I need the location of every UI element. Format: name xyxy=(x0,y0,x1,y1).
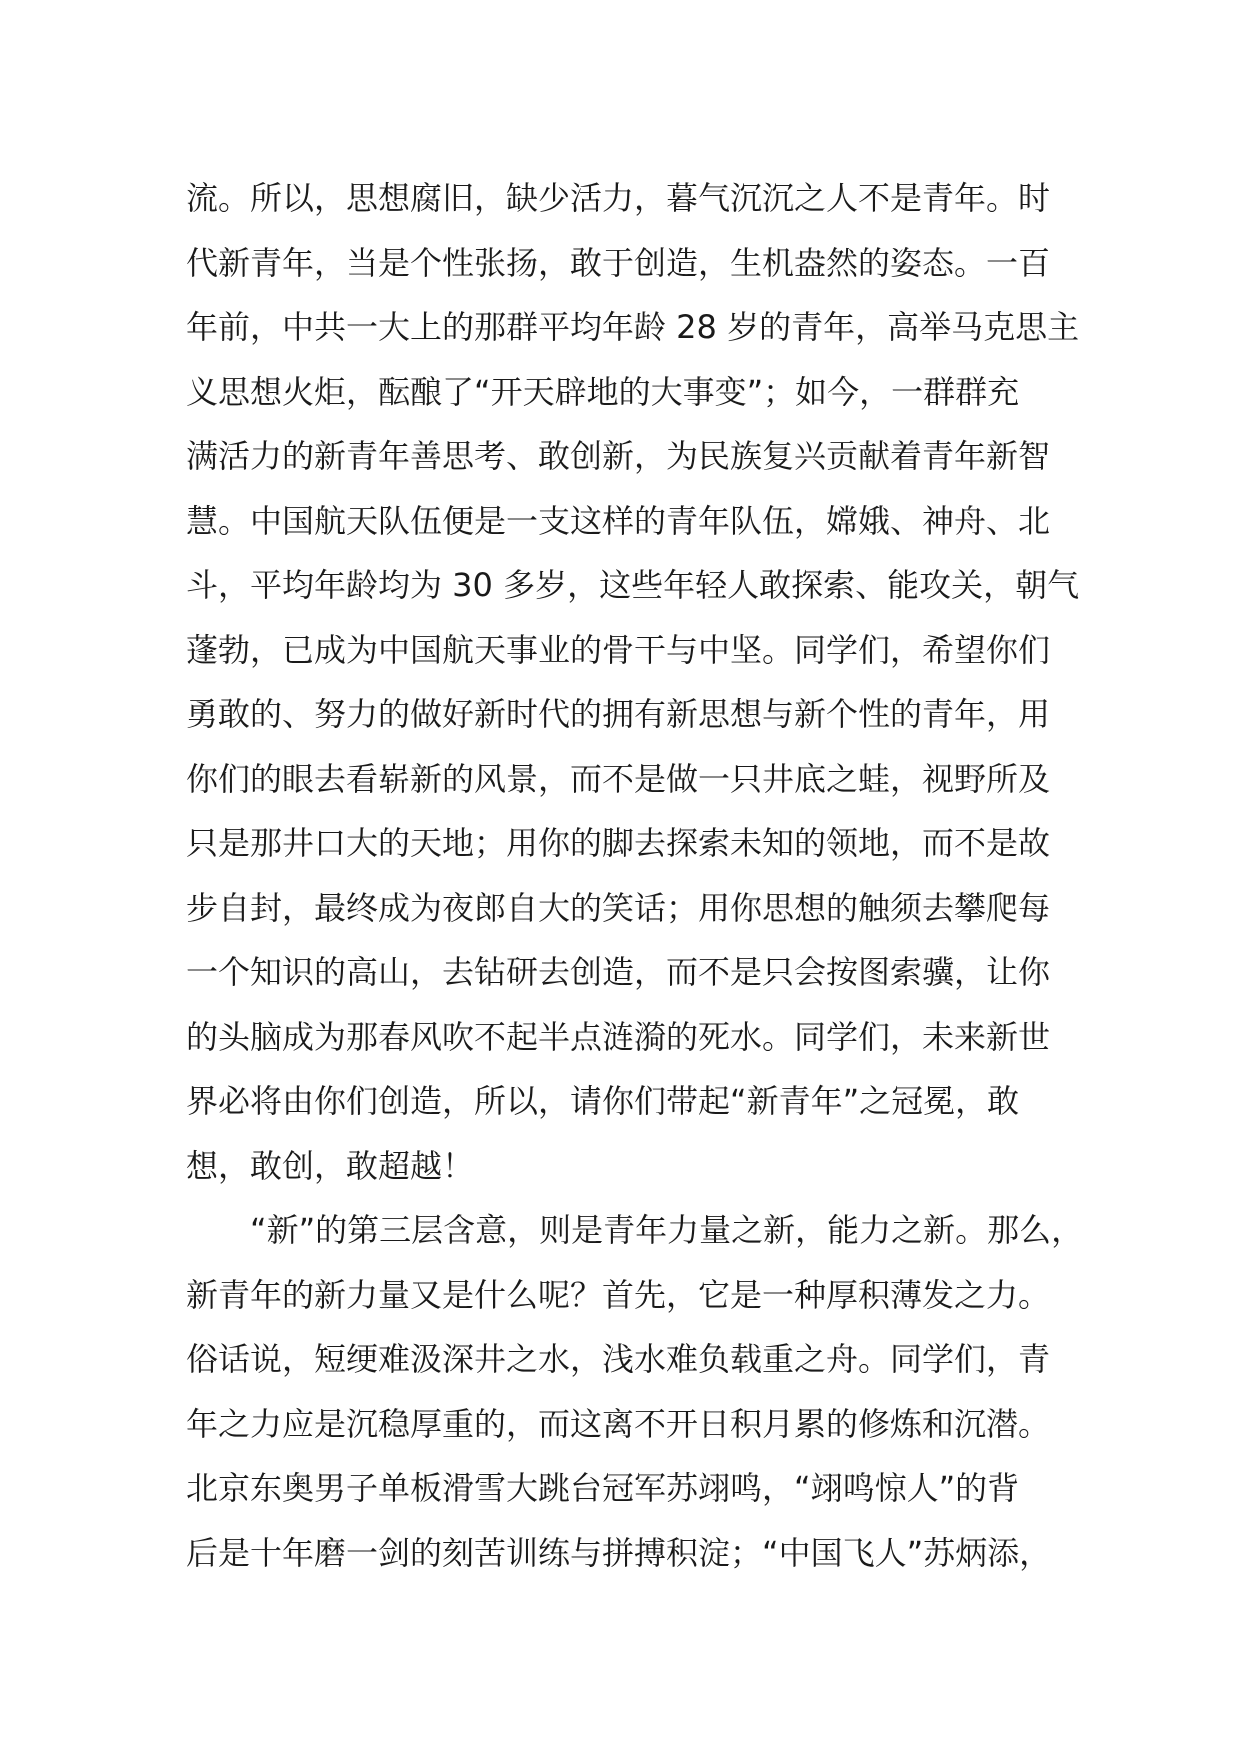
text-line: 年前，中共一大上的那群平均年龄 28 岁的青年，高举马克思主 xyxy=(186,308,1080,346)
paragraph-first-line: “新”的第三层含意，则是青年力量之新，能力之新。那么， xyxy=(250,1211,1084,1249)
text-line: 只是那井口大的天地；用你的脚去探索未知的领地，而不是故 xyxy=(186,824,1051,862)
text-line: 流。所以，思想腐旧，缺少活力，暮气沉沉之人不是青年。时 xyxy=(186,179,1051,217)
text-line: 斗，平均年龄均为 30 多岁，这些年轻人敢探索、能攻关，朝气 xyxy=(186,566,1080,604)
text-line: 俗话说，短绠难汲深井之水，浅水难负载重之舟。同学们，青 xyxy=(186,1340,1051,1378)
text-line: 想，敢创，敢超越！ xyxy=(186,1146,475,1185)
text-line: 蓬勃，已成为中国航天事业的骨干与中坚。同学们，希望你们 xyxy=(186,630,1051,669)
text-line: 慧。中国航天队伍便是一支这样的青年队伍，嫦娥、神舟、北 xyxy=(186,501,1051,540)
text-line: 界必将由你们创造，所以，请你们带起“新青年”之冠冕，敢 xyxy=(186,1082,1020,1120)
text-line: 满活力的新青年善思考、敢创新，为民族复兴贡献着青年新智 xyxy=(186,437,1051,475)
text-line: 后是十年磨一剑的刻苦训练与拼搏积淀；“中国飞人”苏炳添， xyxy=(186,1533,1052,1572)
text-line: 义思想火炬，酝酿了“开天辟地的大事变”；如今，一群群充 xyxy=(186,372,1020,411)
text-line: 代新青年，当是个性张扬，敢于创造，生机盎然的姿态。一百 xyxy=(186,243,1051,282)
text-line: 你们的眼去看崭新的风景，而不是做一只井底之蛙，视野所及 xyxy=(186,759,1051,798)
text-line: 北京东奥男子单板滑雪大跳台冠军苏翊鸣，“翊鸣惊人”的背 xyxy=(186,1469,1020,1507)
text-line: 一个知识的高山，去钻研去创造，而不是只会按图索骥，让你 xyxy=(186,953,1051,991)
text-line: 新青年的新力量又是什么呢？首先，它是一种厚积薄发之力。 xyxy=(186,1275,1051,1314)
text-line: 步自封，最终成为夜郎自大的笑话；用你思想的触须去攀爬每 xyxy=(186,888,1051,927)
text-line: 勇敢的、努力的做好新时代的拥有新思想与新个性的青年，用 xyxy=(186,695,1051,733)
document-body xyxy=(186,166,1086,1585)
text-line: 年之力应是沉稳厚重的，而这离不开日积月累的修炼和沉潜。 xyxy=(186,1404,1051,1443)
text-line: 的头脑成为那春风吹不起半点涟漪的死水。同学们，未来新世 xyxy=(186,1017,1051,1056)
